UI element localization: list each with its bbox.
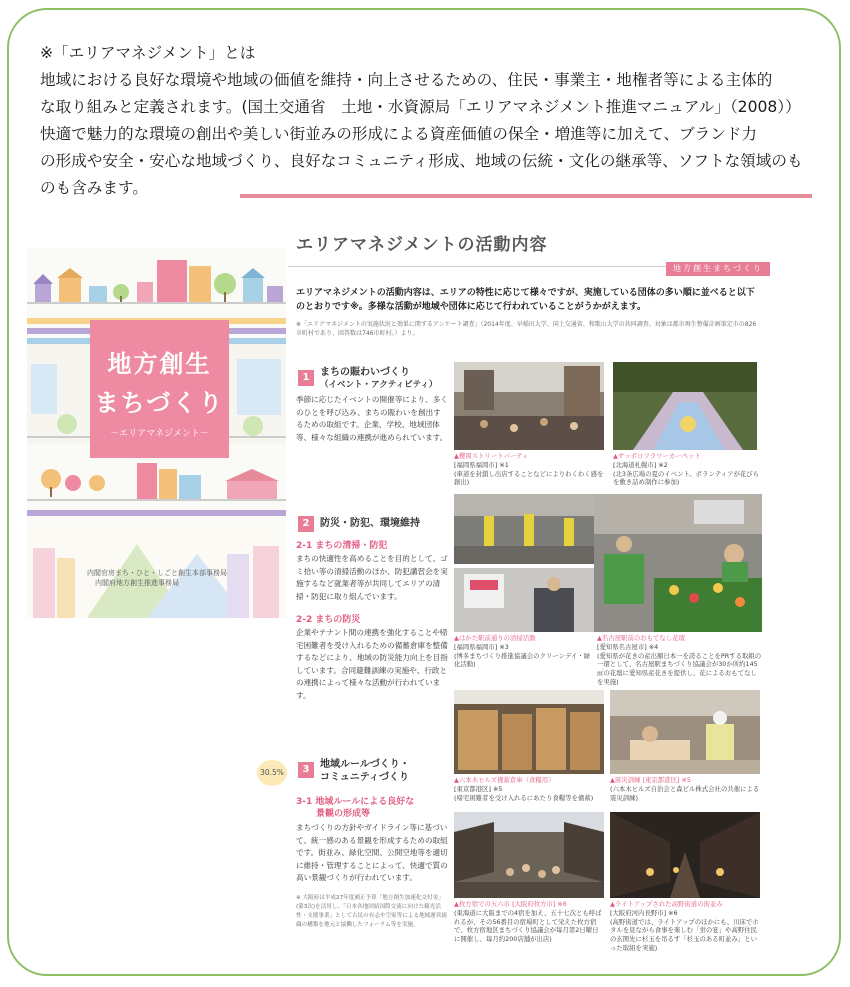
- percentage-badge: 30.5%: [257, 760, 287, 786]
- photo-street-party: [454, 362, 604, 450]
- intro-line: 快適で魅力的な環境の創出や美しい街並みの形成による資産価値の保全・増進等に加えて、ブランド力: [40, 125, 758, 143]
- caption-title: ▲サッポロフラワーカーペット: [613, 452, 701, 460]
- section-number: 3: [298, 762, 314, 778]
- photo-caption: [454, 452, 604, 487]
- section-title: 防災・防犯、環境維持: [320, 518, 420, 529]
- caption-place: [大阪府河内長野市] ※6: [610, 908, 678, 917]
- subsection-title: 2-2 まちの防災: [296, 615, 361, 625]
- caption-title: ▲名古屋駅前のおもてなし花壇: [597, 634, 685, 642]
- cover-title-box: [90, 320, 229, 458]
- photo-stockpile-warehouse: [454, 690, 604, 774]
- subsection-title-2: 景観の形成等: [316, 809, 371, 819]
- caption-desc: (愛知県が花きの産出額日本一を誇ることをPRする取組の一環として、名古屋駅まちづくり協議会が30か所約145㎡の花壇に愛知県産花きを提供し、花によるおもてなしを実施): [597, 651, 762, 686]
- section-title-sub: （イベント・アクティビティ）: [320, 380, 438, 390]
- section-body: 企業やテナント間の連携を強化することや帰宅困難者を受け入れるための備蓄倉庫を整備するなどにより、地域の防災能力向上を目指しています。合同避難訓練の実施や、行政との連携によって様々な活動が行われています。: [296, 628, 448, 700]
- photo-caption: [610, 900, 760, 953]
- page-lead: エリアマネジメントの活動内容は、エリアの特性に応じて様々ですが、実施している団体の多い順に並べると以下のとおりです※。多様な活動が地域や団体に応じて行われていることがうかがえます。: [296, 288, 755, 312]
- caption-place: [福岡県福岡市] ※3: [454, 642, 509, 651]
- page-title: エリアマネジメントの活動内容: [296, 235, 548, 255]
- photo-old-town-market: [454, 812, 604, 898]
- caption-desc: (高野街道では、ライトアップのほかにも、川床でホタルを見ながら食事を楽しむ「蛍の宴」や高野住民の玄関先に杉玉を吊るす「杉玉のある町並み」といった取組を実施): [610, 917, 759, 952]
- photo-lit-streetscape: [610, 812, 760, 898]
- caption-title: ▲ライトアップされた高野街道の街並み: [610, 900, 723, 908]
- caption-desc: (博多まちづくり推進協議会のクリーンデイ・緑化活動): [454, 651, 591, 669]
- photo-caption: [613, 452, 763, 487]
- photo-cleanup: [454, 494, 604, 564]
- subsection-title: 3-1 地域ルールによる良好な: [296, 797, 415, 807]
- caption-place: [東京都港区] ※5: [454, 784, 503, 793]
- brochure-cover: [27, 248, 286, 618]
- photo-caption: [454, 634, 594, 669]
- intro-line: な取り組みと定義されます。(国土交通省 土地・水資源局「エリアマネジメント推進マニュアル」（2008））: [40, 98, 801, 116]
- caption-title: ▲櫻岡ストリートパーティ: [454, 452, 529, 460]
- intro-line: のも含みます。: [40, 179, 148, 197]
- intro-line: 地域における良好な環境や地域の価値を維持・向上させるための、住民・事業主・地権者等による主体的: [40, 71, 773, 89]
- photo-caption: [454, 776, 604, 802]
- section-body: 季節に応じたイベントの開催等により、多くのひとを呼び込み、まちの賑わいを創出するための取組です。企業、学校、地域団体等、様々な組織の連携が進められています。: [296, 395, 448, 442]
- cover-organization: [87, 568, 277, 588]
- cover-title-2: まちづくり: [94, 389, 225, 417]
- photo-caption: [454, 900, 604, 944]
- caption-desc: (六本木ヒルズ自治会と森ビル株式会社の共催による震災訓練): [610, 784, 760, 802]
- caption-place: [愛知県名古屋市] ※4: [597, 642, 659, 651]
- section-body: まちの快適性を高めることを目的として、ゴミ拾い等の清掃活動のほか、防犯講習会を実施するなど就業者等が共同してエリアの清掃・防犯に取り組んでいます。: [296, 554, 448, 601]
- caption-place: [福岡県福岡市] ※1: [454, 460, 509, 469]
- caption-title: ▲震災訓練 [東京都港区] ※5: [610, 776, 691, 784]
- section-number: 1: [298, 370, 314, 386]
- section-body: まちづくりの方針やガイドライン等に基づいて、統一感のある景観を形成するための取組です。街並み、緑化空間、公開空地等を適切に維持・管理することによって、快適で質の高い景観づくりが行われています。: [296, 823, 448, 882]
- photo-caption: [610, 776, 760, 802]
- caption-title: ▲枚方宿での五六市 [大阪府枚方市] ※6: [454, 900, 567, 908]
- section-title-sub: コミュニティづくり: [320, 772, 409, 783]
- caption-place: [北海道札幌市] ※2: [613, 460, 668, 469]
- cover-subtitle: －エリアマネジメント－: [110, 429, 209, 439]
- caption-desc: (車道を封鎖し出店することなどによりわくわく感を創出): [454, 469, 604, 487]
- section-note: ※ 大阪府は平成27年度補正予算「地方創生加速化交付金」(第3次)を活用し、「日本各地団結国際交流に向けた観光活性・支援事業」として古民の有志や空家等による地域運営組織の構築を地元と協働したフォーラム等を実施。: [296, 895, 448, 928]
- intro-line: ※「エリアマネジメント」とは: [40, 44, 256, 62]
- activity-page: [288, 222, 770, 967]
- intro-text: [40, 40, 830, 202]
- photo-flower-carpet: [613, 362, 757, 450]
- subsection-title: 2-1 まちの清掃・防犯: [296, 541, 388, 551]
- caption-desc: (帰宅困難者を受け入れるにあたり食糧等を備蓄): [454, 793, 594, 802]
- org-line: 内閣官房まち・ひと・しごと創生本部事務局: [87, 569, 227, 577]
- highlight-underline: [240, 194, 812, 198]
- intro-line: の形成や安全・安心な地域づくり、良好なコミュニティ形成、地域の伝統・文化の継承等、ソフトな領域のも: [40, 152, 803, 170]
- section-number: 2: [298, 516, 314, 532]
- section-title: 地域ルールづくり・: [320, 759, 410, 770]
- photo-caption: [597, 634, 762, 687]
- caption-title: ▲六本木ヒルズ備蓄倉庫（食糧用）: [454, 776, 555, 784]
- townscape-illustration: [27, 453, 286, 509]
- caption-desc: (東海道に大阪までの4宿を加え、五十七次とも呼ばれるが、その56番目の宿場町として栄えた枚方宿で、枚方宿地区まちづくり協議会が毎月第2日曜日に開催し、毎月約200店舗が出店): [454, 908, 602, 944]
- page-note: ※「エリアマネジメントの実施状況と効果に関するアンケート調査」（2014年度、早稲田大学、国土交通省、和歌山大学の共同調査。対象は都市再生整備計画策定市の826市町村であり、回答数は746市町村。）より。: [296, 321, 757, 337]
- section-title: まちの賑わいづくり: [320, 367, 410, 378]
- caption-title: ▲はかた駅前通りの清掃活動: [454, 634, 536, 642]
- caption-desc: (北3条広場の夏のイベント。ボランティアが花びらを敷き詰め制作に参加): [613, 469, 760, 487]
- photo-flower-bed: [594, 494, 762, 632]
- photo-cleanup-2: [454, 568, 604, 632]
- org-line: 内閣府地方創生推進事務局: [95, 579, 179, 587]
- photo-disaster-drill: [610, 690, 760, 774]
- cover-title: 地方創生: [107, 350, 212, 378]
- page-band: 地方創生まちづくり: [666, 262, 770, 276]
- townscape-illustration: [27, 248, 286, 314]
